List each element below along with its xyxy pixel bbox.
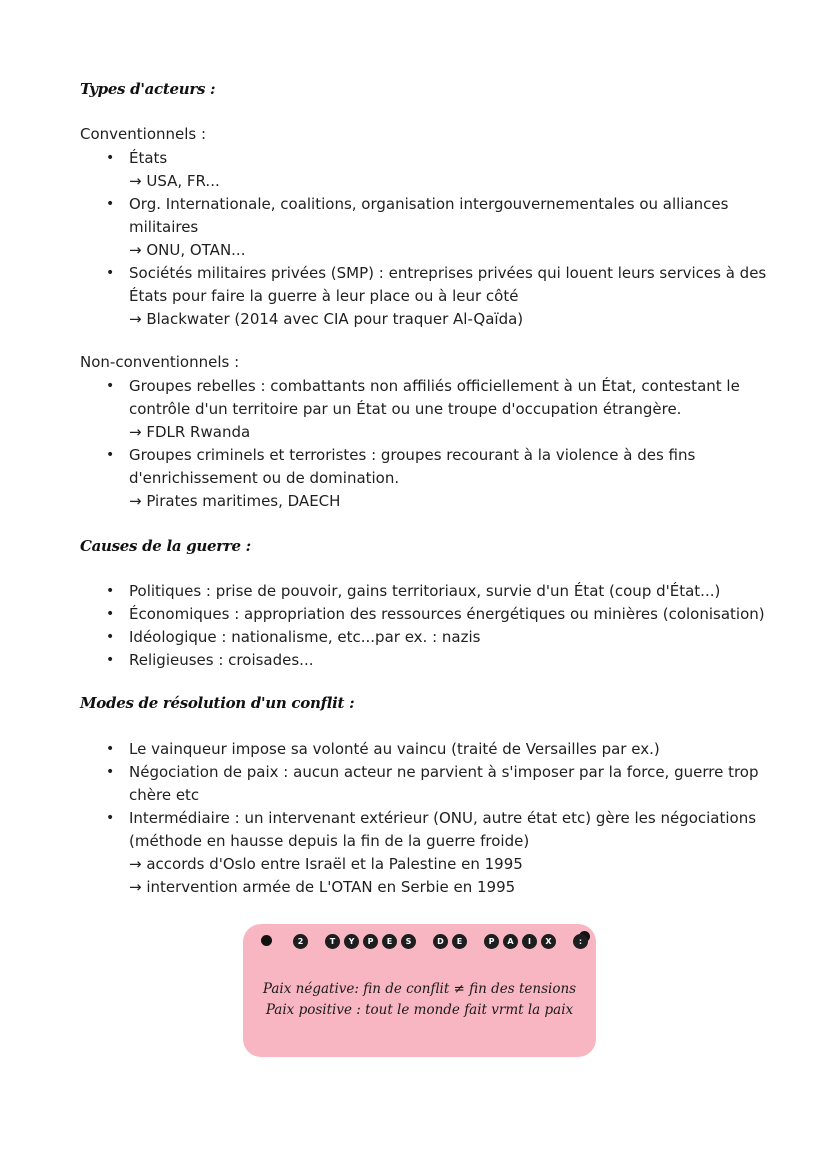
bullet-icon: • [106, 583, 115, 599]
bullet-icon: • [106, 606, 115, 622]
item-text: Politiques : prise de pouvoir, gains territoriaux, survie d'un État (coup d'État...) [129, 582, 721, 600]
heading-actors: Types d'acteurs : [80, 80, 216, 98]
title-letter: 2 [293, 934, 308, 949]
title-letter: Y [344, 934, 359, 949]
item-text: Org. Internationale, coalitions, organisation intergouvernementales ou alliances militaires [129, 195, 729, 236]
item-text: Groupes rebelles : combattants non affiliés officiellement à un État, contestant le contrôle d'un territoire par un État ou une troupe d'occupation étrangère. [129, 377, 740, 418]
title-letter: A [503, 934, 518, 949]
title-letter: I [522, 934, 537, 949]
item-example: → ONU, OTAN... [129, 241, 246, 259]
item-text: Intermédiaire : un intervenant extérieur (ONU, autre état etc) gère les négociations (méthode en hausse depuis la fin de la guerre froide) [129, 809, 757, 850]
item-text: Négociation de paix : aucun acteur ne parvient à s'imposer par la force, guerre trop chère etc [129, 763, 759, 804]
bullet-icon: • [106, 629, 115, 645]
item-example: → intervention armée de L'OTAN en Serbie en 1995 [129, 878, 516, 896]
item-example: → FDLR Rwanda [129, 423, 251, 441]
bullet-icon: • [106, 810, 115, 826]
bullet-icon: • [106, 447, 115, 463]
bullet-icon: • [106, 265, 115, 281]
item-example: → Blackwater (2014 avec CIA pour traquer Al-Qaïda) [129, 310, 524, 328]
item-text: Économiques : appropriation des ressources énergétiques ou minières (colonisation) [129, 605, 765, 623]
box-title [293, 934, 588, 949]
title-letter: E [382, 934, 397, 949]
title-letter: E [452, 934, 467, 949]
bullet-icon: • [106, 150, 115, 166]
title-letter: T [325, 934, 340, 949]
title-letter: S [401, 934, 416, 949]
title-letter: P [363, 934, 378, 949]
pin-dot-left-icon [261, 935, 272, 946]
item-text: Groupes criminels et terroristes : groupes recourant à la violence à des fins d'enrichissement ou de domination. [129, 446, 696, 487]
negative-peace-text: Paix négative: fin de conflit ≠ fin des tensions [262, 981, 577, 997]
item-example: → USA, FR... [129, 172, 220, 190]
bullet-icon: • [106, 378, 115, 394]
title-letter: : [573, 934, 588, 949]
item-text: Religieuses : croisades... [129, 651, 314, 669]
item-example: → Pirates maritimes, DAECH [129, 492, 341, 510]
item-text: Idéologique : nationalisme, etc...par ex. : nazis [129, 628, 481, 646]
peace-types-box [243, 924, 596, 1057]
item-example: → accords d'Oslo entre Israël et la Palestine en 1995 [129, 855, 523, 873]
label-conventional: Conventionnels : [80, 125, 207, 143]
bullet-icon: • [106, 764, 115, 780]
item-text: États [129, 149, 168, 167]
heading-causes: Causes de la guerre : [80, 537, 251, 555]
label-non-conventional: Non-conventionnels : [80, 353, 240, 371]
title-letter: D [433, 934, 448, 949]
positive-peace-text: Paix positive : tout le monde fait vrmt la paix [265, 1002, 574, 1018]
title-letter: X [541, 934, 556, 949]
item-text: Le vainqueur impose sa volonté au vaincu (traité de Versailles par ex.) [129, 740, 660, 758]
heading-resolution: Modes de résolution d'un conflit : [80, 694, 355, 712]
item-text: Sociétés militaires privées (SMP) : entreprises privées qui louent leurs services à des États pour faire la guerre à leur place ou à leur côté [129, 264, 767, 305]
bullet-icon: • [106, 741, 115, 757]
bullet-icon: • [106, 196, 115, 212]
bullet-icon: • [106, 652, 115, 668]
title-letter: P [484, 934, 499, 949]
